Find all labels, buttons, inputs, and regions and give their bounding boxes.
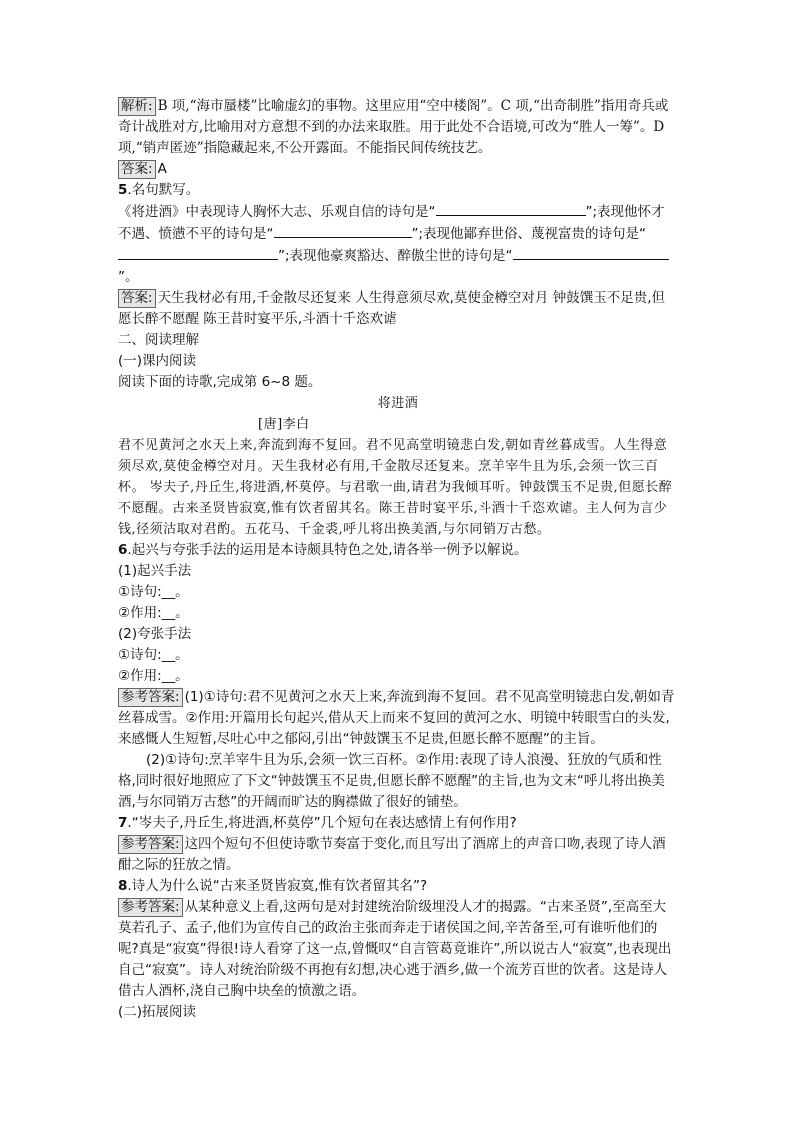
q4-answer-text: A: [157, 161, 167, 177]
q6-title: [118, 540, 678, 561]
q6-line: ②作用:__。: [118, 668, 189, 684]
q5-answer: [118, 288, 678, 330]
q6-title-text: .起兴与夸张手法的运用是本诗颇具特色之处,请各举一例予以解说。: [127, 542, 528, 558]
q7-title-text: .“岑夫子,丹丘生,将进酒,杯莫停”几个短句在表达感情上有何作用?: [127, 815, 517, 831]
q6-answer-1-text: (1)①诗句:君不见黄河之水天上来,奔流到海不复回。君不见高堂明镜悲白发,朝如青丝暮成雪。②作用:开篇用长句起兴,借从天上而来不复回的黄河之水、明镜中转眼雪白的头发,来感慨人生短暂,尽吐心中之郁闷,引出“钟鼓馔玉不足贵,但愿长醉不愿醒”的主旨。: [118, 689, 675, 747]
answer-tag: 答案:: [118, 289, 156, 308]
q6-line: ①诗句:__。: [118, 647, 189, 663]
reference-answer-tag: 参考答案:: [118, 688, 183, 707]
q5-answer-text: 天生我材必有用,千金散尽还复来 人生得意须尽欢,莫使金樽空对月 钟鼓馔玉不足贵,但愿长醉不愿醒 陈王昔时宴平乐,斗酒十千恣欢谑: [118, 290, 666, 327]
q8-number: 8: [118, 878, 128, 894]
fill-blank-1[interactable]: [436, 201, 586, 216]
q6-line: (1)起兴手法: [118, 563, 192, 579]
fill-blank-4[interactable]: [513, 245, 669, 260]
q8-answer-text: 从某种意义上看,这两句是对封建统治阶级埋没人才的揭露。“古来圣贤”,至高至大莫若孔子、孟子,他们为宣传自己的政治主张而奔走于诸侯国之间,辛苦备至,可有谁听他们的呢?真是“寂寞”得很!诗人看穿了这一点,曾慨叹“自言管葛竟谁许”,所以说古人“寂寞”,也表现出自己“寂寞”。诗人对统治阶级不再抱有幻想,决心逃于酒乡,做一个流芳百世的饮者。这是诗人借古人酒杯,浇自己胸中块垒的愤激之语。: [118, 899, 672, 999]
q4-explanation-text: B 项,“海市蜃楼”比喻虚幻的事物。这里应用“空中楼阁”。C 项,“出奇制胜”指用奇兵或奇计战胜对方,比喻用对方意想不到的办法来取胜。用于此处不合语境,可改为“胜人一筹”。D 项,“销声匿迹”指隐藏起来,不公开露面。不能指民间传统技艺。: [118, 98, 669, 156]
q6-line: ②作用:__。: [118, 605, 189, 621]
q8-answer: [118, 897, 678, 1002]
subsection-heading: (一)课内阅读: [118, 353, 197, 369]
fill-blank-3[interactable]: [118, 245, 278, 260]
q4-answer: [118, 159, 678, 180]
reference-answer-tag: 参考答案:: [118, 898, 183, 917]
instruction: 阅读下面的诗歌,完成第 6~8 题。: [118, 374, 322, 390]
q5-title: [118, 180, 678, 201]
section-heading: 二、阅读理解: [118, 332, 199, 348]
fill-blank-2[interactable]: [274, 223, 412, 238]
q5-seg4: ”;表现他豪爽豁达、醉傲尘世的诗句是“: [278, 248, 513, 264]
q6-number: 6: [118, 542, 128, 558]
subsection-heading-2: (二)拓展阅读: [118, 1004, 197, 1020]
q7-title: [118, 813, 678, 834]
q7-answer: [118, 834, 678, 876]
answer-tag: 答案:: [118, 160, 156, 179]
q5-seg2: ”;表现他怀才不遇、愤懑不平的诗句是“: [118, 204, 665, 242]
poem-author: [唐]李白: [258, 417, 310, 432]
q7-number: 7: [118, 815, 128, 831]
q6-answer-1: [118, 687, 678, 750]
q8-title-text: .诗人为什么说“古来圣贤皆寂寞,惟有饮者留其名”?: [127, 878, 428, 894]
q6-answer-2: (2)①诗句:烹羊宰牛且为乐,会须一饮三百杯。②作用:表现了诗人浪漫、狂放的气质和性格,同时很好地照应了下文“钟鼓馔玉不足贵,但愿长醉不愿醒”的主旨,也为文末“呼儿将出换美酒,与尔同销万古愁”的开阔而旷达的胸襟做了很好的铺垫。: [118, 752, 665, 810]
worksheet: [118, 96, 678, 1023]
q5-body: [118, 201, 678, 288]
reference-answer-tag: 参考答案:: [118, 835, 183, 854]
q6-line: ①诗句:__。: [118, 584, 189, 600]
q4-explanation: [118, 96, 678, 159]
poem-text: 君不见黄河之水天上来,奔流到海不复回。君不见高堂明镜悲白发,朝如青丝暮成雪。人生得意须尽欢,莫使金樽空对月。天生我材必有用,千金散尽还复来。烹羊宰牛且为乐,会须一饮三百杯。 岑夫子,丹丘生,将进酒,杯莫停。与君歌一曲,请君为我倾耳听。钟鼓馔玉不足贵,但愿长醉不愿醒。古来圣贤皆寂寞,惟有饮者留其名。陈王昔时宴平乐,斗酒十千恣欢谑。主人何为言少钱,径须沽取对君酌。五花马、千金裘,呼儿将出换美酒,与尔同销万古愁。: [118, 438, 673, 537]
poem-title: 将进酒: [377, 396, 419, 411]
q5-seg1: 《将进酒》中表现诗人胸怀大志、乐观自信的诗句是“: [118, 204, 436, 220]
q5-number: 5: [118, 182, 128, 198]
explanation-tag: 解析:: [118, 97, 156, 116]
q8-title: [118, 876, 678, 897]
q7-answer-text: 这四个短句不但使诗歌节奏富于变化,而且写出了酒席上的声音口吻,表现了诗人酒酣之际的狂放之情。: [118, 836, 666, 873]
q5-seg3: ”;表现他鄙弃世俗、蔑视富贵的诗句是“: [411, 226, 647, 242]
q6-line: (2)夸张手法: [118, 626, 192, 642]
q5-seg5: ”。: [118, 269, 139, 285]
q5-title-text: .名句默写。: [127, 182, 200, 198]
